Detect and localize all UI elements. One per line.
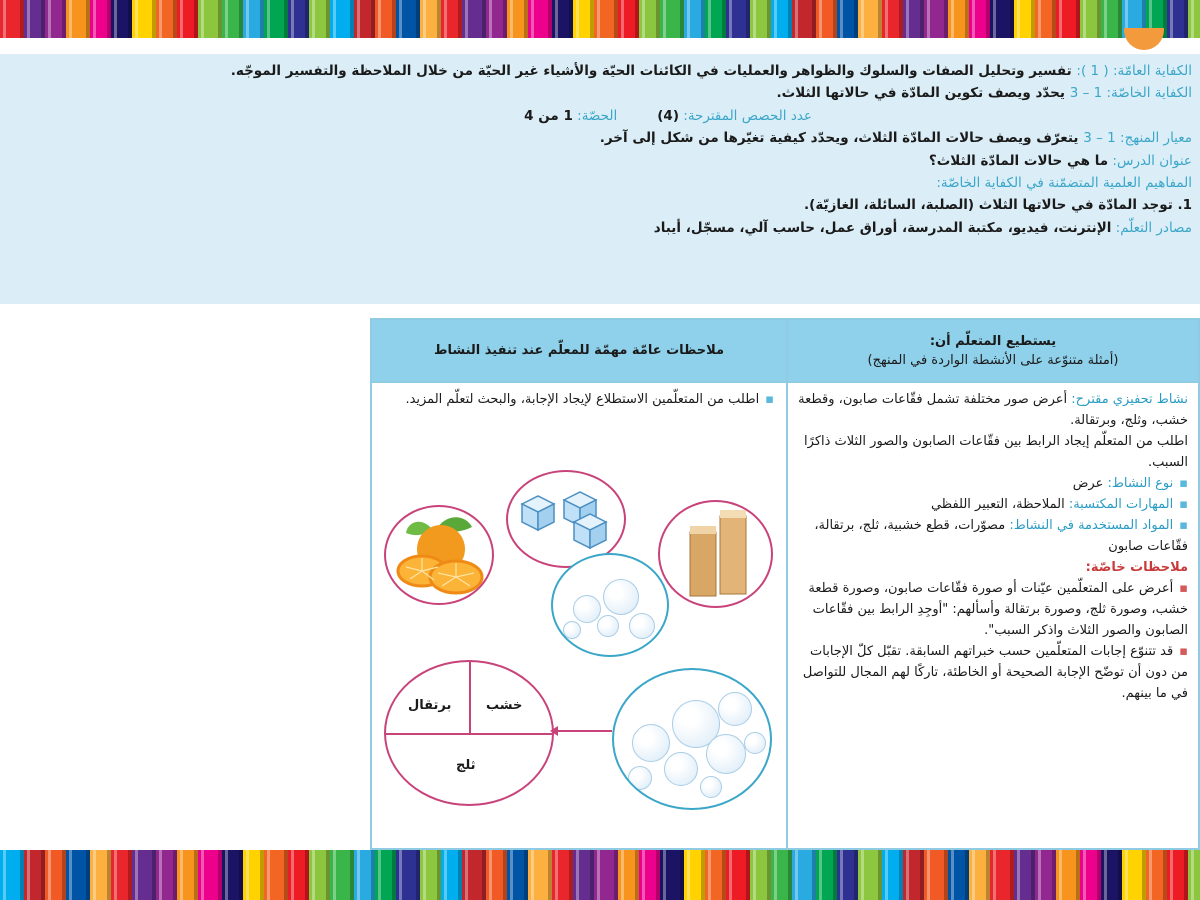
skills-label: المهارات المكتسبة: xyxy=(1064,497,1174,512)
materials-value: مصوّرات، قطع خشبية، ثلج، برتقالة، فقّاعات صابون xyxy=(814,518,1188,554)
pencil-stripe xyxy=(243,850,264,900)
pencil-stripe xyxy=(288,850,309,900)
lesson-header xyxy=(0,54,1200,304)
pencil-stripe xyxy=(396,850,420,900)
skills-value: الملاحظة، التعبير اللفظي xyxy=(930,497,1065,512)
concepts-label: المفاهيم العلمية المتضمّنة في الكفاية الخاصّة: xyxy=(936,175,1192,192)
bubbles-picture-large xyxy=(612,668,772,810)
pencil-stripe xyxy=(969,0,990,38)
pencil-stripe xyxy=(420,850,441,900)
pencil-stripe xyxy=(948,0,969,38)
diagram-label-orange: برتقال xyxy=(408,698,452,713)
list-item xyxy=(382,389,774,410)
pencil-stripe xyxy=(1188,850,1200,900)
list-item xyxy=(794,515,1188,557)
general-competency-label: الكفاية العامّة: ( 1 ): xyxy=(1076,63,1192,79)
diagram-divider-vertical xyxy=(469,662,471,733)
bubble xyxy=(744,732,766,754)
pencil-stripe xyxy=(330,0,354,38)
pencil-stripe xyxy=(882,0,903,38)
pencil-stripe xyxy=(528,850,552,900)
pencil-stripe xyxy=(705,0,726,38)
pencil-stripe xyxy=(24,0,45,38)
pencil-stripe xyxy=(573,0,594,38)
pencil-stripe xyxy=(1122,850,1146,900)
pencil-stripe xyxy=(288,0,309,38)
sessions-value: (4) xyxy=(657,107,679,124)
pencil-stripe xyxy=(24,850,45,900)
list-item xyxy=(794,578,1188,641)
bullet-icon: ▪ xyxy=(765,392,774,407)
bubble xyxy=(603,579,639,615)
diagram-divider-horizontal xyxy=(386,733,552,735)
pencil-stripe xyxy=(66,850,90,900)
pencil-stripe xyxy=(177,850,198,900)
concepts-heading xyxy=(8,172,1192,194)
pencil-stripe xyxy=(0,850,24,900)
pencil-stripe xyxy=(1014,0,1035,38)
curriculum-standard-label: معيار المنهج: 1 – 3 xyxy=(1083,130,1192,147)
pencil-stripe xyxy=(90,850,111,900)
pencil-stripe xyxy=(486,850,507,900)
pencil-stripe xyxy=(1056,0,1080,38)
corner-decoration xyxy=(1124,28,1164,50)
pencil-stripe xyxy=(156,0,177,38)
session-counts xyxy=(8,105,1192,127)
list-item xyxy=(794,641,1188,704)
pencil-stripe xyxy=(726,0,750,38)
pencil-stripe xyxy=(45,0,66,38)
pencil-stripe xyxy=(1056,850,1080,900)
pencil-stripe xyxy=(837,850,858,900)
pencil-stripe xyxy=(1014,850,1035,900)
pencil-stripe xyxy=(858,0,882,38)
pencil-stripe xyxy=(330,850,354,900)
bottom-pencil-border xyxy=(0,850,1200,900)
pencil-stripe xyxy=(903,0,924,38)
table-header xyxy=(372,320,1198,383)
pencil-stripe xyxy=(816,850,837,900)
teacher-note: اطلب من المتعلّمين الاستطلاع لإيجاد الإجابة، والبحث لتعلّم المزيد. xyxy=(405,392,760,407)
bubbles-picture-small xyxy=(551,553,669,657)
activity-column xyxy=(786,383,1198,848)
specific-competency-text: يحدّد ويصف تكوين المادّة في حالاتها الثلاث. xyxy=(776,85,1070,102)
concept-text: 1. توجد المادّة في حالاتها الثلاث (الصلبة، السائلة، الغازيّة). xyxy=(804,197,1192,214)
pencil-stripe xyxy=(1101,0,1122,38)
pencil-stripe xyxy=(354,0,375,38)
pencil-stripe xyxy=(66,0,90,38)
pencil-stripe xyxy=(264,850,288,900)
pencil-stripe xyxy=(750,850,771,900)
activity-text: أعرض صور مختلفة تشمل فقّاعات صابون، وقطعة خشب، وثلج، وبرتقالة. xyxy=(798,392,1188,428)
pencil-stripe xyxy=(660,0,684,38)
pencil-stripe xyxy=(420,0,441,38)
list-item xyxy=(794,494,1188,515)
bubble xyxy=(718,692,752,726)
lesson-title-label: عنوان الدرس: xyxy=(1108,152,1192,169)
pencil-stripe xyxy=(462,850,486,900)
pencil-stripe xyxy=(552,0,573,38)
pencil-stripe xyxy=(222,850,243,900)
pencil-stripe xyxy=(969,850,990,900)
orange-picture xyxy=(384,505,494,605)
pencil-stripe xyxy=(792,850,816,900)
pencil-stripe xyxy=(507,850,528,900)
lesson-title xyxy=(8,150,1192,172)
learning-resources xyxy=(8,217,1192,239)
bubble xyxy=(563,621,581,639)
pencil-stripe xyxy=(990,0,1014,38)
wood-blocks-icon xyxy=(660,502,773,608)
header-learner-can xyxy=(786,320,1198,381)
pencil-stripe xyxy=(924,0,948,38)
bullet-icon: ▪ xyxy=(1179,476,1188,491)
pencil-stripe xyxy=(990,850,1014,900)
bullet-icon: ▪ xyxy=(1179,644,1188,659)
note-2: قد تتنوّع إجابات المتعلّمين حسب خبراتهم السابقة. تقبّل كلّ الإجابات من دون أن توضّح الإجابة الصحيحة أو الخاطئة، تاركًا لهم المجال للتواصل في ما بينهم. xyxy=(802,644,1188,701)
concept-item xyxy=(8,194,1192,216)
pencil-stripe xyxy=(111,850,132,900)
pencil-stripe xyxy=(486,0,507,38)
pencil-stripe xyxy=(441,0,462,38)
bullet-icon: ▪ xyxy=(1179,518,1188,533)
arrow-icon xyxy=(556,730,612,732)
bullet-icon: ▪ xyxy=(1179,497,1188,512)
wood-picture xyxy=(658,500,773,608)
pencil-stripe xyxy=(264,0,288,38)
pencil-stripe xyxy=(771,0,792,38)
activity-label: نشاط تحفيزي مقترح: xyxy=(1067,392,1188,407)
pencil-stripe xyxy=(177,0,198,38)
pencil-stripe xyxy=(1188,0,1200,38)
pencil-stripe xyxy=(750,0,771,38)
bubble xyxy=(700,776,722,798)
pencil-stripe xyxy=(198,850,222,900)
pencil-stripe xyxy=(684,0,705,38)
orange-icon xyxy=(386,507,494,605)
pencil-stripe xyxy=(111,0,132,38)
pencil-stripe xyxy=(882,850,903,900)
pencil-stripe xyxy=(684,850,705,900)
resources-text: الإنترنت، فيديو، مكتبة المدرسة، أوراق عمل، حاسب آلي، مسجّل، أيباد xyxy=(653,219,1112,236)
lesson-title-text: ما هي حالات المادّة الثلاث؟ xyxy=(928,152,1109,169)
resources-label: مصادر التعلّم: xyxy=(1111,219,1192,236)
pencil-stripe xyxy=(639,850,660,900)
pencil-stripe xyxy=(198,0,222,38)
note-1: أعرض على المتعلّمين عيّنات أو صورة فقّاعات صابون، وصورة قطعة خشب، وصورة ثلج، وصورة برتقالة وأسألهم: "أوجِدِ الرابط بين فقّاعات الصابون والصور الثلاث واذكر السبب". xyxy=(808,581,1188,638)
curriculum-standard-text: يتعرّف ويصف حالات المادّة الثلاث، ويحدّد كيفية تغيّرها من شكل إلى آخر. xyxy=(599,130,1084,147)
pencil-stripe xyxy=(1035,850,1056,900)
pencil-stripe xyxy=(594,0,618,38)
type-value: عرض xyxy=(1072,476,1104,491)
session-value: 1 من 4 xyxy=(524,107,573,124)
pencil-stripe xyxy=(903,850,924,900)
bubble xyxy=(628,766,652,790)
session-label: الحصّة: xyxy=(572,107,618,124)
pencil-stripe xyxy=(375,850,396,900)
learner-can-subtitle: (أمثلة متنوّعة على الأنشطة الواردة في المنهج) xyxy=(867,352,1119,368)
pencil-stripe xyxy=(90,0,111,38)
specific-competency-label: الكفاية الخاصّة: 1 – 3 xyxy=(1069,85,1192,102)
pencil-stripe xyxy=(1167,0,1188,38)
pencil-stripe xyxy=(1080,0,1101,38)
pencil-stripe xyxy=(0,0,24,38)
list-item xyxy=(794,473,1188,494)
pencil-stripe xyxy=(552,850,573,900)
bubble xyxy=(573,595,601,623)
pencil-stripe xyxy=(243,0,264,38)
pencil-stripe xyxy=(660,850,684,900)
pencil-stripe xyxy=(309,850,330,900)
diagram-label-ice: ثلج xyxy=(456,758,476,773)
pencil-stripe xyxy=(222,0,243,38)
pencil-stripe xyxy=(396,0,420,38)
sessions-label: عدد الحصص المقترحة: xyxy=(678,107,812,124)
pencil-stripe xyxy=(441,850,462,900)
pencil-stripe xyxy=(705,850,726,900)
pencil-stripe xyxy=(1101,850,1122,900)
type-label: نوع النشاط: xyxy=(1103,476,1174,491)
header-teacher-notes: ملاحظات عامّة مهمّة للمعلّم عند تنفيذ النشاط xyxy=(433,343,725,358)
pencil-stripe xyxy=(1035,0,1056,38)
pencil-stripe xyxy=(771,850,792,900)
pencil-stripe xyxy=(375,0,396,38)
pencil-stripe xyxy=(948,850,969,900)
pencil-stripe xyxy=(1080,850,1101,900)
pencil-stripe xyxy=(354,850,375,900)
bubble xyxy=(629,613,655,639)
pencil-stripe xyxy=(528,0,552,38)
pencil-stripe xyxy=(156,850,177,900)
activity-paragraph xyxy=(794,389,1188,431)
pencil-stripe xyxy=(309,0,330,38)
bullet-icon: ▪ xyxy=(1179,581,1188,596)
specific-competency xyxy=(8,82,1192,104)
pencil-stripe xyxy=(726,850,750,900)
bubble xyxy=(632,724,670,762)
pencil-stripe xyxy=(858,850,882,900)
pencil-stripe xyxy=(1167,850,1188,900)
pencil-stripe xyxy=(816,0,837,38)
pencil-stripe xyxy=(132,850,156,900)
pencil-stripe xyxy=(639,0,660,38)
classification-diagram xyxy=(384,660,554,806)
pencil-stripe xyxy=(924,850,948,900)
bubble xyxy=(664,752,698,786)
pencil-stripe xyxy=(1146,850,1167,900)
pencil-stripe xyxy=(573,850,594,900)
pencil-stripe xyxy=(132,0,156,38)
pencil-stripe xyxy=(594,850,618,900)
bubble xyxy=(706,734,746,774)
special-notes-label: ملاحظات خاصّة: xyxy=(1085,560,1188,575)
pencil-stripe xyxy=(45,850,66,900)
diagram-label-wood: خشب xyxy=(486,698,523,713)
activity-text-2: اطلب من المتعلّم إيجاد الرابط بين فقّاعات الصابون والصور الثلاث ذاكرًا السبب. xyxy=(804,434,1188,470)
general-competency-text: تفسير وتحليل الصفات والسلوك والظواهر والعمليات في الكائنات الحيّة والأشياء غير الحيّة من خلال الملاحظة والتفسير الموجّه. xyxy=(230,63,1077,79)
pencil-stripe xyxy=(837,0,858,38)
pencil-stripe xyxy=(792,0,816,38)
materials-label: المواد المستخدمة في النشاط: xyxy=(1005,518,1174,533)
pencil-stripe xyxy=(462,0,486,38)
pencil-stripe xyxy=(507,0,528,38)
top-pencil-border xyxy=(0,0,1200,38)
curriculum-standard xyxy=(8,127,1192,149)
pencil-stripe xyxy=(618,0,639,38)
general-competency xyxy=(8,60,1192,82)
pencil-stripe xyxy=(618,850,639,900)
bubble xyxy=(597,615,619,637)
learner-can-title: يستطيع المتعلّم أن: xyxy=(929,333,1057,349)
